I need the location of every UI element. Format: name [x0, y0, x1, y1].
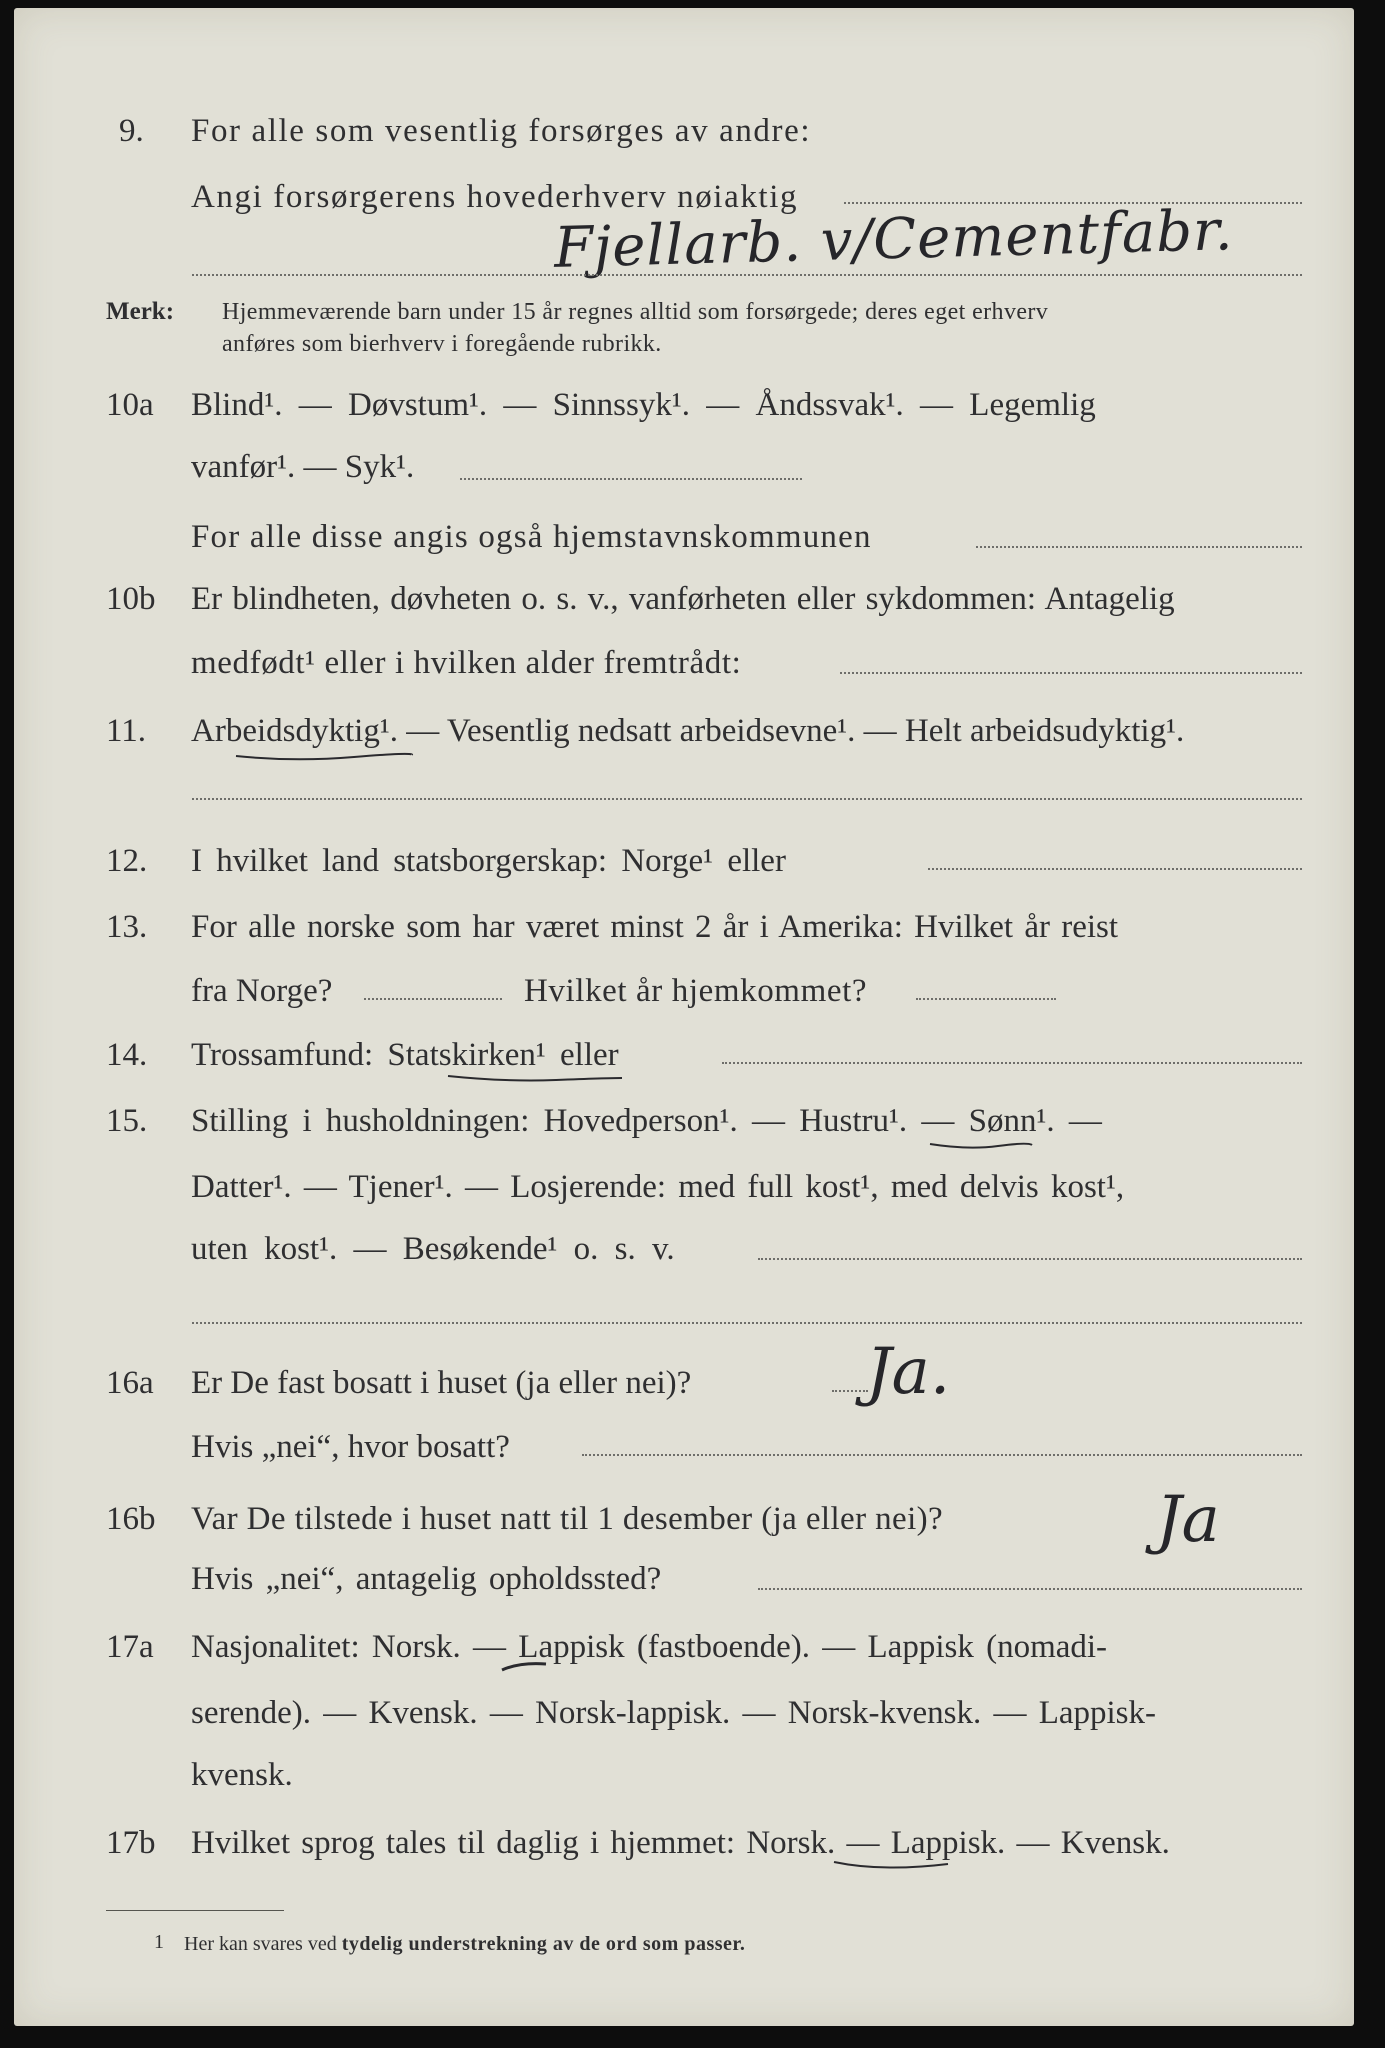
- q16b-line2: Hvis „nei“, antagelig opholdssted?: [191, 1561, 662, 1597]
- footnote-text-bold: tydelig understrekning av de ord som passer.: [341, 1933, 746, 1955]
- q14-number: 14.: [106, 1037, 148, 1073]
- q13-line1: For alle norske som har været minst 2 år i Amerika: Hvilket år reist: [191, 909, 1119, 945]
- merk-label: Merk:: [106, 298, 175, 325]
- q9-answer-line-2: [192, 274, 1302, 276]
- q16a-line1: Er De fast bosatt i huset (ja eller nei)?: [191, 1365, 692, 1401]
- q16b-handwritten-answer: Ja: [1156, 1483, 1220, 1557]
- q10b-answer-line: [840, 672, 1302, 674]
- q10a-line1: Blind¹. — Døvstum¹. — Sinnssyk¹. — Åndssvak¹. — Legemlig: [191, 387, 1096, 423]
- q15-line3: uten kost¹. — Besøkende¹ o. s. v.: [191, 1231, 675, 1267]
- q17a-underline-mark: [500, 1658, 550, 1676]
- q10b-number: 10b: [106, 581, 156, 617]
- q9-number: 9.: [119, 113, 144, 149]
- q12-line1: I hvilket land statsborgerskap: Norge¹ eller: [191, 843, 786, 879]
- q14-underline-mark: [446, 1068, 626, 1090]
- q16a-number: 16a: [106, 1365, 154, 1401]
- q16a-handwritten-answer: Ja.: [866, 1335, 951, 1409]
- q15-line2: Datter¹. — Tjener¹. — Losjerende: med full kost¹, med delvis kost¹,: [191, 1169, 1125, 1205]
- q12-number: 12.: [106, 843, 148, 879]
- q14-answer-line: [722, 1062, 1302, 1064]
- q12-answer-line: [928, 868, 1302, 870]
- q9-line2: Angi forsørgerens hovederhverv nøiaktig: [191, 179, 799, 215]
- q17b-number: 17b: [106, 1825, 156, 1861]
- q10a-answer-line: [460, 478, 802, 480]
- q11-answer-line: [192, 798, 1302, 800]
- q15-answer-line-2: [192, 1322, 1302, 1324]
- footnote-rule: [106, 1910, 284, 1911]
- q17a-number: 17a: [106, 1629, 154, 1665]
- q10b-line2: medfødt¹ eller i hvilken alder fremtrådt:: [191, 645, 742, 681]
- q10b-line1: Er blindheten, døvheten o. s. v., vanførheten eller sykdommen: Antagelig: [191, 581, 1175, 617]
- q16a-line2: Hvis „nei“, hvor bosatt?: [191, 1429, 510, 1465]
- q9-line1: For alle som vesentlig forsørges av andre:: [191, 113, 812, 149]
- q10a-line3: For alle disse angis også hjemstavnskommunen: [191, 519, 872, 555]
- q10a-number: 10a: [106, 387, 154, 423]
- footnote-mark: 1: [154, 1931, 164, 1953]
- q9-handwritten-answer: Fjellarb. v/Cementfabr.: [553, 198, 1235, 281]
- footnote-text-plain: Her kan svares ved: [184, 1933, 337, 1955]
- q11-underline-mark: [234, 746, 414, 766]
- merk-line2: anføres som bierhverv i foregående rubrikk.: [222, 331, 662, 357]
- q13-line2a: fra Norge?: [191, 973, 333, 1009]
- q13-departure-year-line: [364, 998, 502, 1000]
- q16b-line1: Var De tilstede i huset natt til 1 desember (ja eller nei)?: [191, 1501, 944, 1537]
- q16a-answer-line: [832, 1390, 868, 1392]
- census-form-page: [14, 8, 1354, 2026]
- q16b-number: 16b: [106, 1501, 156, 1537]
- q10a-line2: vanfør¹. — Syk¹.: [191, 449, 415, 485]
- q15-number: 15.: [106, 1103, 148, 1139]
- q13-line2b: Hvilket år hjemkommet?: [524, 973, 868, 1009]
- merk-line1: Hjemmeværende barn under 15 år regnes alltid som forsørgede; deres eget erhverv: [222, 299, 1049, 325]
- q13-return-year-line: [916, 998, 1056, 1000]
- q14-line1: Trossamfund: Statskirken¹ eller: [191, 1037, 619, 1073]
- q11-number: 11.: [106, 713, 147, 749]
- q17a-line1: Nasjonalitet: Norsk. — Lappisk (fastboende). — Lappisk (nomadi-: [191, 1629, 1108, 1665]
- q16a-location-line: [582, 1454, 1302, 1456]
- q15-underline-mark: [928, 1136, 1038, 1156]
- q17b-line1: Hvilket sprog tales til daglig i hjemmet: Norsk. — Lappisk. — Kvensk.: [191, 1825, 1170, 1861]
- q17b-underline-mark: [832, 1856, 952, 1876]
- q15-line1: Stilling i husholdningen: Hovedperson¹. — Hustru¹. — Sønn¹. —: [191, 1103, 1102, 1139]
- footnote-text: [184, 1932, 745, 1956]
- q16b-location-line: [758, 1588, 1302, 1590]
- q10a-hometown-line: [976, 546, 1302, 548]
- q11-line1: Arbeidsdyktig¹. — Vesentlig nedsatt arbeidsevne¹. — Helt arbeidsudyktig¹.: [191, 713, 1185, 749]
- q15-answer-line: [758, 1258, 1302, 1260]
- q13-number: 13.: [106, 909, 148, 945]
- q17a-line2: serende). — Kvensk. — Norsk-lappisk. — Norsk-kvensk. — Lappisk-: [191, 1695, 1157, 1731]
- q17a-line3: kvensk.: [191, 1757, 293, 1793]
